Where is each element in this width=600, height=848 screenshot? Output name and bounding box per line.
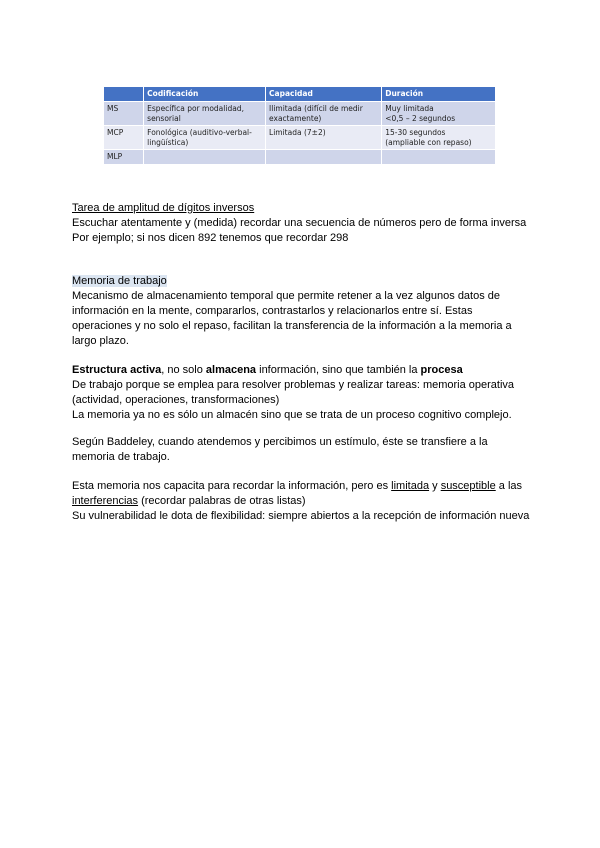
paragraph: La memoria ya no es sólo un almacén sino que se trata de un proceso cognitivo complejo. (72, 409, 512, 421)
bold-text: almacena (205, 364, 257, 376)
underlined-text: limitada (391, 480, 430, 492)
table-cell (266, 150, 382, 164)
table-cell: 15-30 segundos (ampliable con repaso) (382, 126, 496, 150)
table-cell: Ilimitada (difícil de medir exactamente) (266, 102, 382, 126)
capacity-section (72, 479, 532, 524)
table-header-blank (104, 87, 144, 102)
table-cell: MLP (104, 150, 144, 164)
text: Esta memoria nos capacita para recordar la información, pero es (72, 480, 392, 492)
paragraph: De trabajo porque se emplea para resolver problemas y realizar tareas: memoria operativa (actividad, operaciones, transformaciones) (72, 379, 515, 406)
working-memory-section (72, 274, 532, 349)
table-cell: Limitada (7±2) (266, 126, 382, 150)
table-cell: Fonológica (auditivo-verbal-lingüística) (144, 126, 266, 150)
text: información, sino que también la (256, 364, 421, 376)
paragraph: Mecanismo de almacenamiento temporal que permite retener a la vez algunos datos de información en la mente, compararlos, contrastarlos y relacionarlos entre sí. Estas operaciones y no solo el repaso, facilitan la transferencia de la información a la memoria a largo plazo. (72, 290, 512, 347)
table-header-row (104, 87, 496, 102)
memory-comparison-table (104, 87, 496, 164)
section-heading: Memoria de trabajo (72, 275, 167, 287)
baddeley-section (72, 435, 532, 465)
bold-text: procesa (420, 364, 463, 376)
underlined-text: susceptible (440, 480, 496, 492)
paragraph (72, 479, 532, 509)
section-heading: Tarea de amplitud de dígitos inversos (72, 202, 255, 214)
bold-text: Estructura activa (72, 364, 162, 376)
table-header-codificacion: Codificación (144, 87, 266, 102)
text: (recordar palabras de otras listas) (138, 495, 306, 507)
table-row (104, 150, 496, 164)
paragraph: Según Baddeley, cuando atendemos y percibimos un estímulo, éste se transfiere a la memoria de trabajo. (72, 436, 488, 463)
table-cell (144, 150, 266, 164)
paragraph: Por ejemplo; si nos dicen 892 tenemos que recordar 298 (72, 232, 349, 244)
table-row (104, 126, 496, 150)
text: a las (495, 480, 523, 492)
paragraph (72, 363, 532, 378)
table-row (104, 102, 496, 126)
table-cell: Específica por modalidad, sensorial (144, 102, 266, 126)
paragraph: Su vulnerabilidad le dota de flexibilidad: siempre abiertos a la recepción de información nueva (72, 510, 530, 522)
active-structure-section (72, 363, 532, 423)
text: y (429, 480, 441, 492)
digit-task-section (72, 201, 532, 246)
table-cell: MS (104, 102, 144, 126)
table-header-capacidad: Capacidad (266, 87, 382, 102)
table-cell: Muy limitada <0,5 – 2 segundos (382, 102, 496, 126)
paragraph: Escuchar atentamente y (medida) recordar una secuencia de números pero de forma inversa (72, 217, 527, 229)
table-cell (382, 150, 496, 164)
text: , no solo (161, 364, 206, 376)
table-header-duracion: Duración (382, 87, 496, 102)
table-cell: MCP (104, 126, 144, 150)
underlined-text: interferencias (72, 495, 139, 507)
